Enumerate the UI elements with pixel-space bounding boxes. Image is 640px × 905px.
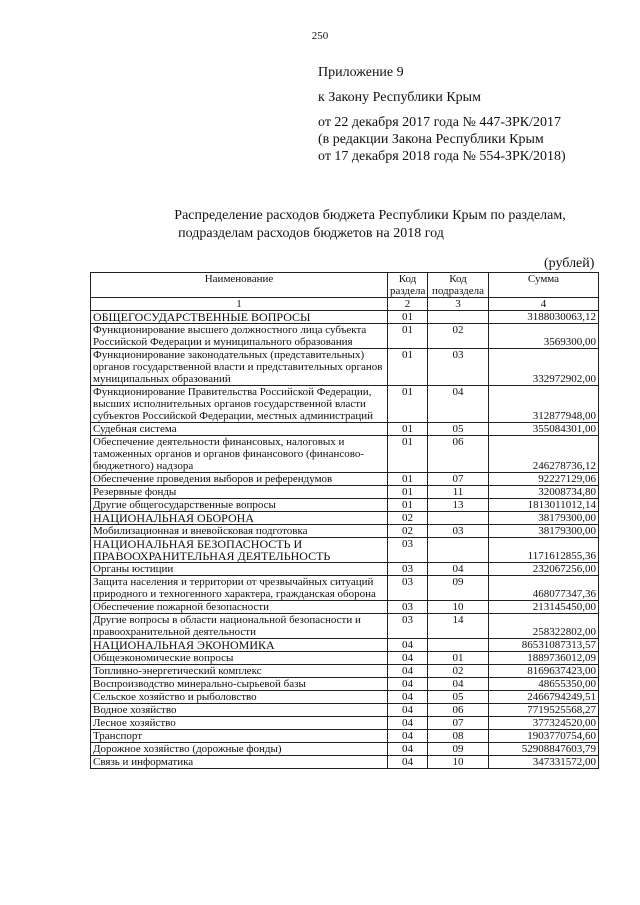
row-name: Другие общегосударственные вопросы <box>91 499 388 512</box>
row-sum: 7719525568,27 <box>489 704 599 717</box>
row-sum: 347331572,00 <box>489 756 599 769</box>
row-name: Транспорт <box>91 730 388 743</box>
row-subsection-code: 03 <box>428 349 489 386</box>
header-name: Наименование <box>91 273 388 298</box>
table-row <box>91 614 599 639</box>
table-row <box>91 717 599 730</box>
row-name: ОБЩЕГОСУДАРСТВЕННЫЕ ВОПРОСЫ <box>91 311 388 324</box>
row-section-code: 03 <box>388 538 428 563</box>
table-header-row <box>91 273 599 298</box>
row-name: Другие вопросы в области национальной безопасности и правоохранительной деятельности <box>91 614 388 639</box>
row-sum: 246278736,12 <box>489 436 599 473</box>
row-sum: 232067256,00 <box>489 563 599 576</box>
row-name: Функционирование законодательных (представительных) органов государственной власти и представительных органов муниципальных образований <box>91 349 388 386</box>
column-number: 4 <box>489 298 599 311</box>
table-row <box>91 678 599 691</box>
header-section-code: Код раздела <box>388 273 428 298</box>
table-body <box>91 311 599 769</box>
row-sum: 3569300,00 <box>489 324 599 349</box>
row-sum: 1813011012,14 <box>489 499 599 512</box>
row-subsection-code: 13 <box>428 499 489 512</box>
row-name: Воспроизводство минерально-сырьевой базы <box>91 678 388 691</box>
row-section-code: 04 <box>388 691 428 704</box>
row-section-code: 01 <box>388 436 428 473</box>
row-subsection-code: 02 <box>428 665 489 678</box>
row-sum: 377324520,00 <box>489 717 599 730</box>
row-subsection-code: 01 <box>428 652 489 665</box>
table-row <box>91 743 599 756</box>
table-row <box>91 639 599 652</box>
row-subsection-code: 05 <box>428 691 489 704</box>
row-name: Обеспечение проведения выборов и референдумов <box>91 473 388 486</box>
row-subsection-code <box>428 538 489 563</box>
table-row <box>91 730 599 743</box>
row-section-code: 01 <box>388 423 428 436</box>
appendix-revision-date: от 17 декабря 2018 года № 554-ЗРК/2018) <box>318 149 566 164</box>
row-subsection-code: 07 <box>428 473 489 486</box>
row-section-code: 03 <box>388 614 428 639</box>
row-name: Дорожное хозяйство (дорожные фонды) <box>91 743 388 756</box>
row-subsection-code: 10 <box>428 601 489 614</box>
row-section-code: 04 <box>388 717 428 730</box>
row-subsection-code: 11 <box>428 486 489 499</box>
row-sum: 2466794249,51 <box>489 691 599 704</box>
row-sum: 258322802,00 <box>489 614 599 639</box>
row-sum: 468077347,36 <box>489 576 599 601</box>
table-row <box>91 525 599 538</box>
row-name: Мобилизационная и вневойсковая подготовка <box>91 525 388 538</box>
row-subsection-code: 09 <box>428 576 489 601</box>
row-name: Водное хозяйство <box>91 704 388 717</box>
table-row <box>91 563 599 576</box>
column-number: 1 <box>91 298 388 311</box>
row-name: Сельское хозяйство и рыболовство <box>91 691 388 704</box>
row-name: Общеэкономические вопросы <box>91 652 388 665</box>
row-subsection-code: 06 <box>428 704 489 717</box>
row-sum: 1889736012,09 <box>489 652 599 665</box>
row-section-code: 03 <box>388 563 428 576</box>
row-section-code: 04 <box>388 652 428 665</box>
table-row <box>91 652 599 665</box>
row-subsection-code: 09 <box>428 743 489 756</box>
appendix-revision: (в редакции Закона Республики Крым <box>318 132 544 147</box>
row-name: НАЦИОНАЛЬНАЯ ЭКОНОМИКА <box>91 639 388 652</box>
budget-table <box>90 272 599 769</box>
units-label: (рублей) <box>544 256 595 271</box>
header-sum: Сумма <box>489 273 599 298</box>
row-subsection-code: 06 <box>428 436 489 473</box>
row-section-code: 04 <box>388 730 428 743</box>
row-section-code: 01 <box>388 486 428 499</box>
row-subsection-code <box>428 639 489 652</box>
document-title-line-1: Распределение расходов бюджета Республики Крым по разделам, <box>174 208 566 223</box>
row-sum: 38179300,00 <box>489 512 599 525</box>
table-row <box>91 486 599 499</box>
page-number: 250 <box>311 30 329 42</box>
row-sum: 86531087313,57 <box>489 639 599 652</box>
row-section-code: 01 <box>388 473 428 486</box>
table-row <box>91 512 599 525</box>
row-subsection-code <box>428 512 489 525</box>
column-number: 3 <box>428 298 489 311</box>
row-section-code: 04 <box>388 665 428 678</box>
document-title-line-2: подразделам расходов бюджетов на 2018 год <box>178 226 444 241</box>
row-name: Органы юстиции <box>91 563 388 576</box>
table-row <box>91 311 599 324</box>
row-sum: 8169637423,00 <box>489 665 599 678</box>
row-sum: 312877948,00 <box>489 386 599 423</box>
row-subsection-code: 04 <box>428 386 489 423</box>
table-row <box>91 324 599 349</box>
row-sum: 3188030063,12 <box>489 311 599 324</box>
appendix-header <box>318 64 566 165</box>
table-row <box>91 473 599 486</box>
appendix-law: к Закону Республики Крым <box>318 90 481 105</box>
table-row <box>91 349 599 386</box>
row-section-code: 04 <box>388 743 428 756</box>
row-name: Связь и информатика <box>91 756 388 769</box>
row-section-code: 04 <box>388 678 428 691</box>
row-section-code: 04 <box>388 639 428 652</box>
row-sum: 92227129,06 <box>489 473 599 486</box>
row-section-code: 02 <box>388 525 428 538</box>
row-name: Защита населения и территории от чрезвычайных ситуаций природного и техногенного характера, гражданская оборона <box>91 576 388 601</box>
table-row <box>91 601 599 614</box>
row-name: Обеспечение деятельности финансовых, налоговых и таможенных органов и органов финансового (финансово-бюджетного) надзора <box>91 436 388 473</box>
table-row <box>91 691 599 704</box>
document-title <box>90 207 640 243</box>
row-section-code: 01 <box>388 324 428 349</box>
column-number: 2 <box>388 298 428 311</box>
table-row <box>91 576 599 601</box>
table-row <box>91 436 599 473</box>
row-subsection-code: 14 <box>428 614 489 639</box>
header-subsection-code: Код подраздела <box>428 273 489 298</box>
row-name: Лесное хозяйство <box>91 717 388 730</box>
row-section-code: 03 <box>388 601 428 614</box>
row-section-code: 01 <box>388 311 428 324</box>
row-section-code: 01 <box>388 499 428 512</box>
row-name: Обеспечение пожарной безопасности <box>91 601 388 614</box>
row-section-code: 03 <box>388 576 428 601</box>
row-name: Топливно-энергетический комплекс <box>91 665 388 678</box>
row-sum: 213145450,00 <box>489 601 599 614</box>
row-subsection-code: 07 <box>428 717 489 730</box>
column-number-row <box>91 298 599 311</box>
row-sum: 332972902,00 <box>489 349 599 386</box>
row-section-code: 04 <box>388 704 428 717</box>
row-name: Функционирование Правительства Российской Федерации, высших исполнительных органов государственной власти субъектов Российской Федерации, местных администраций <box>91 386 388 423</box>
appendix-law-date: от 22 декабря 2017 года № 447-ЗРК/2017 <box>318 115 562 130</box>
row-section-code: 02 <box>388 512 428 525</box>
row-subsection-code: 05 <box>428 423 489 436</box>
appendix-number: Приложение 9 <box>318 65 404 80</box>
table-row <box>91 665 599 678</box>
row-sum: 1903770754,60 <box>489 730 599 743</box>
row-section-code: 01 <box>388 349 428 386</box>
row-section-code: 04 <box>388 756 428 769</box>
row-subsection-code: 08 <box>428 730 489 743</box>
row-sum: 355084301,00 <box>489 423 599 436</box>
row-sum: 32008734,80 <box>489 486 599 499</box>
row-subsection-code: 10 <box>428 756 489 769</box>
table-row <box>91 499 599 512</box>
table-row <box>91 386 599 423</box>
row-subsection-code: 02 <box>428 324 489 349</box>
row-subsection-code: 03 <box>428 525 489 538</box>
row-sum: 1171612855,36 <box>489 538 599 563</box>
row-subsection-code: 04 <box>428 678 489 691</box>
table-row <box>91 756 599 769</box>
row-sum: 48655350,00 <box>489 678 599 691</box>
row-name: Функционирование высшего должностного лица субъекта Российской Федерации и муниципального образования <box>91 324 388 349</box>
row-name: Резервные фонды <box>91 486 388 499</box>
row-name: НАЦИОНАЛЬНАЯ БЕЗОПАСНОСТЬ И ПРАВООХРАНИТЕЛЬНАЯ ДЕЯТЕЛЬНОСТЬ <box>91 538 388 563</box>
row-subsection-code <box>428 311 489 324</box>
row-name: НАЦИОНАЛЬНАЯ ОБОРОНА <box>91 512 388 525</box>
row-sum: 38179300,00 <box>489 525 599 538</box>
row-subsection-code: 04 <box>428 563 489 576</box>
row-section-code: 01 <box>388 386 428 423</box>
row-name: Судебная система <box>91 423 388 436</box>
row-sum: 52908847603,79 <box>489 743 599 756</box>
table-row <box>91 538 599 563</box>
table-row <box>91 423 599 436</box>
table-row <box>91 704 599 717</box>
